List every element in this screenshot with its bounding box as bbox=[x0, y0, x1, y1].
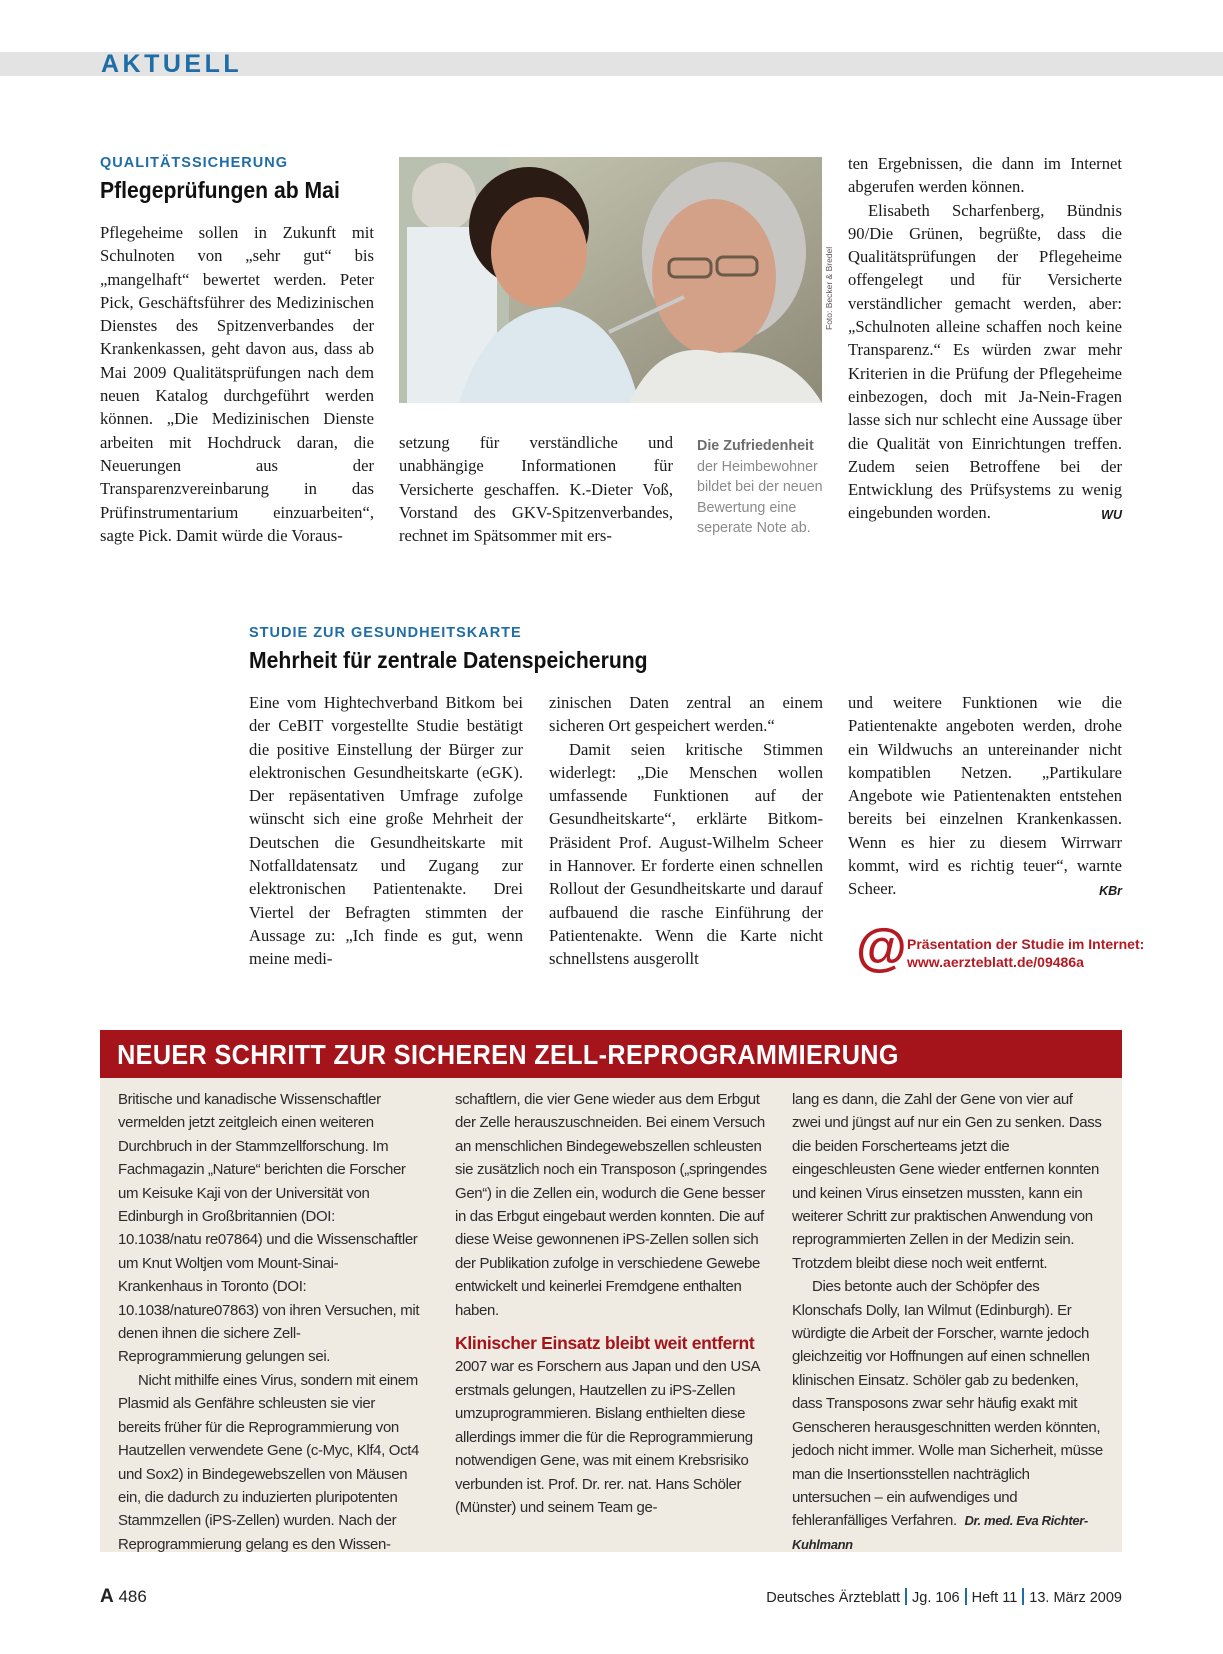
box-col1-p2: Nicht mithilfe eines Virus, sondern mit einem Plasmid als Genfähre schleusten sie vier bereits früher für die Reprogrammierung von Hautzellen verwendete Gene (c-Myc, Klf4, Oct4 und Sox2) in Bindegewebszellen von Mäusen ein, die dadurch zu induzierten pluripotenten Stammzellen (iPS-Zellen) wurden. Nach der Reprogrammierung gelang es den Wissen- bbox=[118, 1371, 420, 1553]
caption-bold: Die Zufriedenheit bbox=[697, 438, 814, 454]
article2-col1-text: Eine vom Hightechverband Bitkom bei der CeBIT vorgestellte Studie bestätigt die positive Einstellung der Bürger zur elektronischen Gesundheitskarte (eGK). Der repäsentativen Umfrage zufolge wünscht sich eine große Mehrheit der Deutschen die Gesundheitskarte mit Notfalldatensatz und Zugang zur elektronischen Patientenakte. Drei Viertel der Befragten stimmten der Aussage zu: „Ich finde es gut, wenn meine medi- bbox=[249, 693, 523, 969]
photo-credit: Foto: Becker & Bredel bbox=[824, 246, 834, 330]
box-column-3 bbox=[792, 1088, 1105, 1556]
link-text[interactable] bbox=[907, 935, 1144, 971]
article1-column-1 bbox=[100, 221, 374, 547]
box-col3-p2 bbox=[792, 1275, 1105, 1556]
article1-col1-text: Pflegeheime sollen in Zukunft mit Schulnoten von „sehr gut“ bis „mangelhaft“ bewertet werden. Peter Pick, Geschäftsführer des Medizinischen Dienstes des Spitzenverbandes der Krankenkassen, geht davon aus, dass ab Mai 2009 Qualitätsprüfungen nach dem neuen Katalog durchgeführt werden können. „Die Medizinischen Dienste arbeiten mit Hochdruck daran, die Neuerungen aus der Transparenzvereinbarung in das Prüfinstrumentarium einzuarbeiten“, sagte Pick. Damit würde die Voraus- bbox=[100, 223, 374, 545]
article2-header bbox=[249, 624, 682, 674]
article2-column-2 bbox=[549, 691, 823, 971]
separator bbox=[1022, 1588, 1024, 1605]
article2-col2-p1: zinischen Daten zentral an einem sicheren Ort gespeichert werden.“ bbox=[549, 693, 823, 736]
article1-header bbox=[100, 154, 361, 204]
box-col3-p2-text: Dies betonte auch der Schöpfer des Klonschafs Dolly, Ian Wilmut (Edinburgh). Er würdigte die Arbeit der Forscher, warnte jedoch gleichzeitig vor Hoffnungen auf einen schnellen klinischen Einsatz. Schöler gab zu bedenken, dass Transposons zwar sehr häufig exakt mit Genscheren herausgeschnitten werden könnten, jedoch nicht immer. Wolle man Sicherheit, müsse man die Insertionsstellen nachträglich untersuchen – ein aufwendiges und fehleranfälliges Verfahren. bbox=[792, 1278, 1103, 1530]
caption-text: der Heimbewohner bildet bei der neuen Bewertung eine seperate Note ab. bbox=[697, 458, 823, 536]
article1-headline: Pflegeprüfungen ab Mai bbox=[100, 177, 340, 203]
article1-kicker: QUALITÄTSSICHERUNG bbox=[100, 155, 288, 171]
article1-column-2 bbox=[399, 431, 673, 547]
separator bbox=[905, 1588, 907, 1605]
link-url[interactable]: www.aerzteblatt.de/09486a bbox=[907, 954, 1084, 970]
article2-col3-p bbox=[848, 691, 1122, 901]
separator bbox=[965, 1588, 967, 1605]
article1-initials: WU bbox=[1101, 508, 1122, 523]
box-col1-p1: Britische und kanadische Wissenschaftler vermelden jetzt zeitgleich einen weiteren Durchbruch in der Stammzellforschung. Im Fachmagazin „Nature“ berichten die Forscher um Keisuke Kaji von der Universität von Edinburgh in Großbritannien (DOI: 10.1038/natu re07864) und die Wissenschaftler um Knut Woltjen vom Mount-Sinai-Krankenhaus in Toronto (DOI: 10.1038/nature07863) von ihren Versuchen, mit denen ihnen die sichere Zell-Reprogrammierung gelungen sei. bbox=[118, 1091, 420, 1366]
article2-headline: Mehrheit für zentrale Datenspeicherung bbox=[249, 647, 648, 673]
article2-column-1 bbox=[249, 691, 523, 971]
article1-column-3 bbox=[848, 152, 1122, 528]
feature-box-title-bar bbox=[100, 1030, 1122, 1078]
article1-photo bbox=[399, 157, 822, 403]
link-label: Präsentation der Studie im Internet: bbox=[907, 936, 1145, 952]
journal-date: 13. März 2009 bbox=[1029, 1590, 1122, 1606]
box-column-1 bbox=[118, 1088, 421, 1556]
article1-col3-p2-text: Elisabeth Scharfenberg, Bündnis 90/Die Grünen, begrüßte, dass die Qualitätsprüfungen der Pflegeheime offengelegt und für Versicherte verständlicher gemacht werden, aber: „Schulnoten alleine schaffen noch keine Transparenz.“ Es würden zwar mehr Kriterien in die Prüfung der Pflegeheime einbezogen, doch mit Ja-Nein-Fragen lasse sich nur schlecht eine Aussage über die Qualität von Einrichtungen treffen. Zudem seien Betroffene bei der Entwicklung des Prüfsystems zu wenig eingebunden worden. bbox=[848, 200, 1122, 523]
footer-journal-info bbox=[766, 1588, 1122, 1606]
article1-col3-p2 bbox=[848, 199, 1122, 525]
article2-col2-p2: Damit seien kritische Stimmen widerlegt: „Die Menschen wollen umfassende Funktionen auf der Gesundheitskarte“, erklärte Bitkom-Präsident Prof. August-Wilhelm Scheer in Hannover. Er forderte einen schnellen Rollout der Gesundheitskarte und darauf aufbauend die rasche Einführung der Patientenakte. Wenn die Karte nicht schnellstens ausgerollt bbox=[549, 739, 823, 969]
page-number bbox=[100, 1586, 147, 1608]
at-sign-icon: @ bbox=[856, 919, 907, 977]
box-column-2 bbox=[455, 1088, 768, 1519]
box-author: Dr. med. Eva Richter-Kuhlmann bbox=[792, 1513, 1088, 1552]
article1-col3-p1: ten Ergebnissen, die dann im Internet abgerufen werden können. bbox=[848, 154, 1122, 197]
box-col2-p2: 2007 war es Forschern aus Japan und den USA erstmals gelungen, Hautzellen zu iPS-Zellen umzuprogrammieren. Bislang enthielten diese allerdings immer die für die Reprogrammierung notwendigen Gene, was mit einem Krebsrisiko verbunden ist. Prof. Dr. rer. nat. Hans Schöler (Münster) und seinem Team ge- bbox=[455, 1358, 760, 1516]
feature-box-title: NEUER SCHRITT ZUR SICHEREN ZELL-REPROGRAMMIERUNG bbox=[117, 1039, 899, 1070]
article2-kicker: STUDIE ZUR GESUNDHEITSKARTE bbox=[249, 625, 522, 641]
page-number-value: 486 bbox=[118, 1587, 147, 1606]
article2-column-3 bbox=[848, 691, 1122, 904]
journal-issue: Heft 11 bbox=[971, 1590, 1018, 1606]
page-prefix: A bbox=[100, 1586, 114, 1607]
article2-col3-text: und weitere Funktionen wie die Patientenakte angeboten werden, drohe ein Wildwuchs an untereinander nicht kompatiblen Netzen. „Partikulare Angebote wie Patientenakten entstehen bereits bei einzelnen Krankenkassen. Wenn es hier zu diesem Wirrwarr kommt, wird es richtig teuer“, warnte Scheer. bbox=[848, 693, 1122, 899]
article2-initials: KBr bbox=[1099, 884, 1122, 899]
box-subhead: Klinischer Einsatz bleibt weit entfernt bbox=[455, 1333, 755, 1354]
article1-col2-text: setzung für verständliche und unabhängige Informationen für Versicherte geschaffen. K.-Dieter Voß, Vorstand des GKV-Spitzenverbandes, rechnet im Spätsommer mit ers- bbox=[399, 433, 673, 546]
journal-name: Deutsches Ärzteblatt bbox=[766, 1590, 901, 1606]
photo-caption bbox=[697, 436, 839, 539]
journal-volume: Jg. 106 bbox=[912, 1590, 960, 1606]
box-col2-p1: schaftlern, die vier Gene wieder aus dem Erbgut der Zelle herauszuschneiden. Bei einem Versuch an menschlichen Bindegewebszellen schleusten sie zusätzlich noch ein Transposon („springendes Gen“) in die Zellen ein, wodurch die Gene besser in das Erbgut eingebaut werden konnten. Die auf diese Weise gewonnenen iPS-Zellen sollen sich der Publikation zufolge in verschiedene Gewebe entwickelt und keinerlei Fremdgene enthalten haben. bbox=[455, 1091, 767, 1319]
box-col3-p1: lang es dann, die Zahl der Gene von vier auf zwei und jüngst auf nur ein Gen zu senken. Dass die beiden Forscherteams jetzt die eingeschleusten Gene wieder entfernen konnten und keinen Virus einsetzen mussten, kann ein weiterer Schritt zur praktischen Anwendung von reprogrammierten Zellen in der Medizin sein. Trotzdem bleibt diese noch weit entfernt. bbox=[792, 1091, 1102, 1272]
section-label: AKTUELL bbox=[101, 50, 243, 78]
nurse-elderly-woman-photo bbox=[399, 157, 822, 403]
